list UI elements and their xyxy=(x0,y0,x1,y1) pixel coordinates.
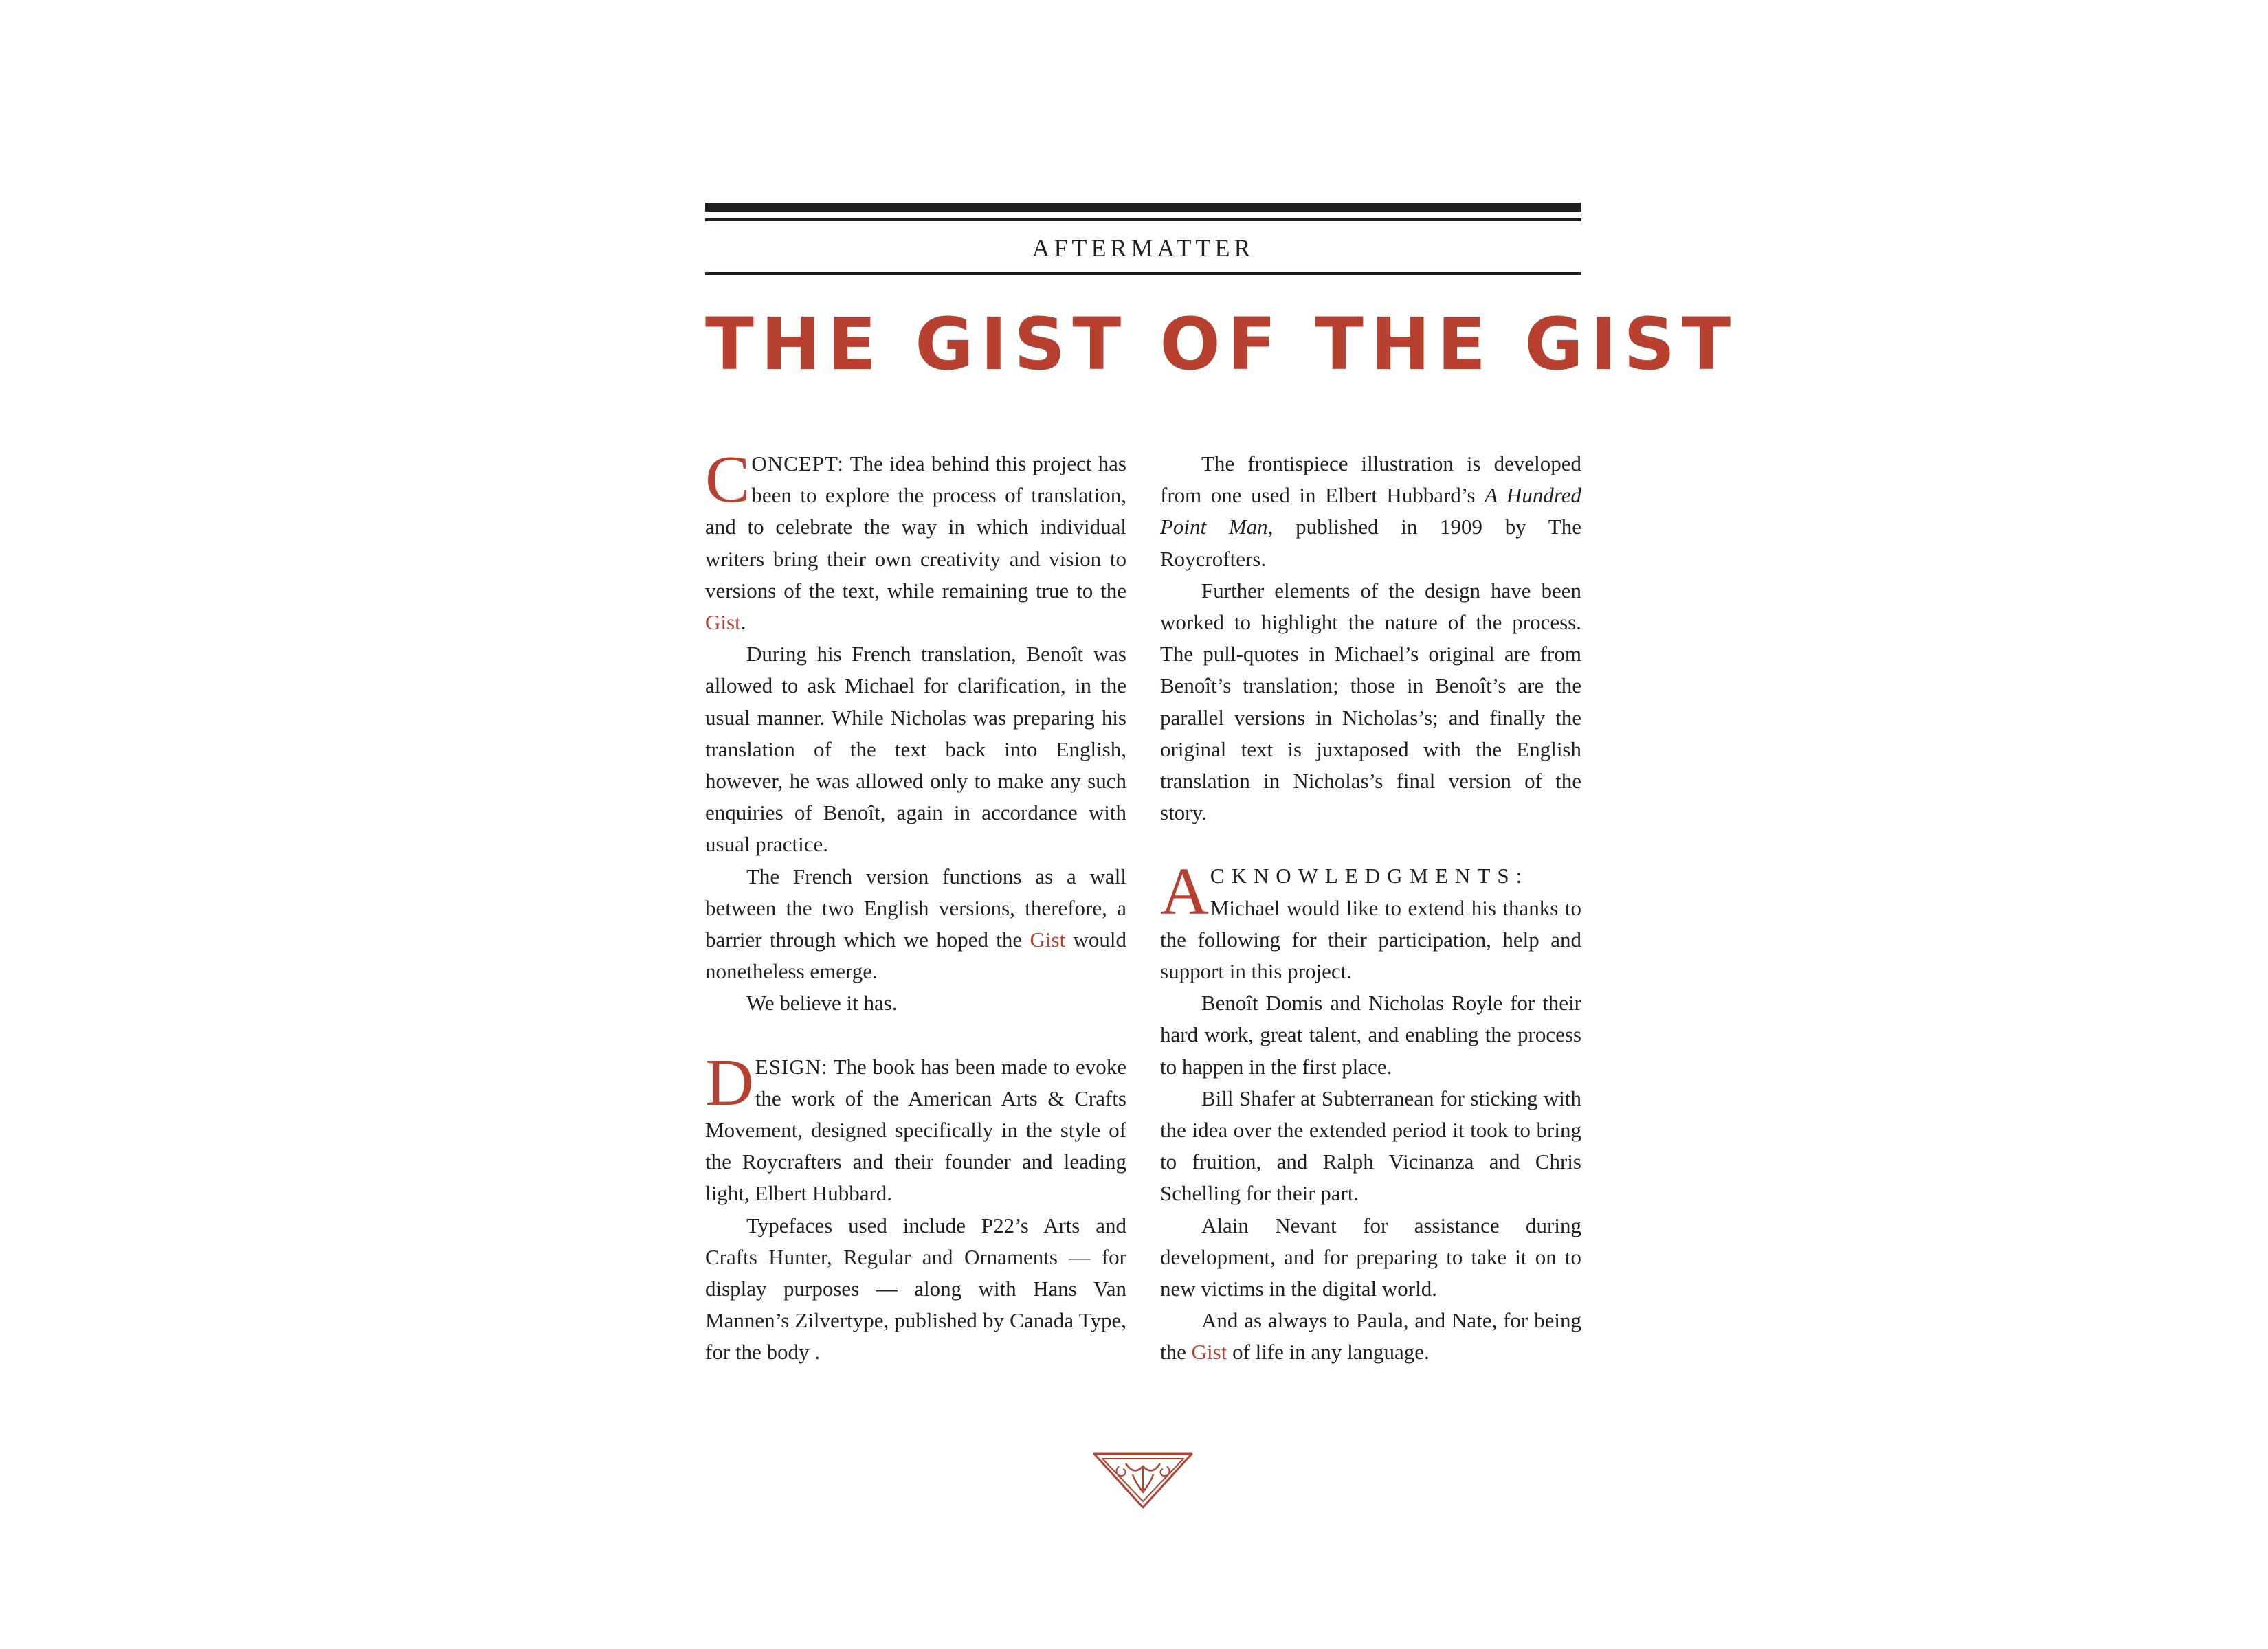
gist-word: Gist xyxy=(1030,928,1066,952)
left-column xyxy=(705,442,1127,1369)
page-content xyxy=(705,203,1738,1365)
design-heading: ESIGN: xyxy=(755,1054,828,1079)
nevant-paragraph: Alain Nevant for assistance during development, and for preparing to take it on to new victims in the digital world. xyxy=(1160,1213,1581,1301)
drop-cap-c: C xyxy=(705,442,751,517)
concept-text: The idea behind this project has been to explore the process of translation, and to celebrate the way in which individual writers bring their own creativity and vision to versions of the text, while remaining true to the xyxy=(705,451,1126,603)
paula-nate-end: of life in any language. xyxy=(1227,1340,1430,1365)
roycroft-triangle-ornament-icon xyxy=(1091,1451,1194,1510)
gist-word: Gist xyxy=(705,610,741,635)
design-text: The book has been made to evoke the work of the American Arts & Crafts Movement, designed specifically in the style of the Roycrafters and their founder and leading light, Elbert Hubbard. xyxy=(705,1054,1126,1206)
header-thin-rule-bottom xyxy=(705,272,1581,275)
book-title: A Hundred Point Man, xyxy=(1160,483,1581,539)
drop-cap-a: A xyxy=(1160,855,1209,930)
page-title: THE GIST OF THE GIST xyxy=(705,302,1738,386)
concept-heading: ONCEPT: xyxy=(751,451,845,475)
french-version-text: The French version functions as a wall between the two English versions, therefore, a barrier through which we hoped the xyxy=(705,864,1126,952)
paragraph-gap xyxy=(705,1020,1126,1051)
frontispiece-paragraph xyxy=(1160,448,1581,575)
french-version-end: would nonetheless emerge. xyxy=(705,928,1127,984)
acknowledgments-text: Michael would like to extend his thanks to the following for their participation, help and support in this project. xyxy=(1160,895,1581,984)
acknowledgments-heading: CKNOWLEDGMENTS: xyxy=(1210,864,1529,888)
paragraph-gap xyxy=(1160,829,1581,860)
frontispiece-end: published in 1909 by The Roycrofters. xyxy=(1160,515,1581,571)
domis-royle-paragraph: Benoît Domis and Nicholas Royle for their hard work, great talent, and enabling the process to happen in the first place. xyxy=(1160,991,1581,1079)
we-believe-paragraph: We believe it has. xyxy=(746,991,898,1016)
drop-cap-d: D xyxy=(705,1045,754,1120)
design-elements-paragraph: Further elements of the design have been worked to highlight the nature of the process. The pull-quotes in Michael’s original are from Benoît’s translation; those in Benoît’s are the parallel versions in Nicholas’s; and finally the original text is juxtaposed with the English translation in Nicholas’s final version of the story. xyxy=(1160,578,1581,825)
gist-word: Gist xyxy=(1191,1340,1227,1365)
concept-paragraph xyxy=(705,442,1126,638)
frontispiece-text: The frontispiece illustration is developed from one used in Elbert Hubbard’s xyxy=(1160,451,1581,508)
right-column xyxy=(1160,448,1581,1369)
paula-nate-paragraph xyxy=(1160,1305,1581,1368)
shafer-paragraph: Bill Shafer at Subterranean for sticking with the idea over the extended period it took to bring to fruition, and Ralph Vicinanza and Chris Schelling for their part. xyxy=(1160,1086,1581,1206)
header-thick-rule xyxy=(705,203,1581,212)
paula-nate-text: And as always to Paula, and Nate, for being the xyxy=(1160,1308,1581,1365)
design-paragraph xyxy=(705,1045,1126,1210)
french-version-paragraph xyxy=(705,861,1126,988)
concept-end: . xyxy=(740,610,746,635)
typefaces-paragraph: Typefaces used include P22’s Arts and Crafts Hunter, Regular and Ornaments — for display purposes — along with Hans Van Mannen’s Zilvertype, published by Canada Type, for the body . xyxy=(705,1213,1126,1365)
acknowledgments-paragraph xyxy=(1160,855,1581,987)
section-label: AFTERMATTER xyxy=(1032,234,1255,262)
benoit-paragraph: During his French translation, Benoît was allowed to ask Michael for clarification, in the usual manner. While Nicholas was preparing his translation of the text back into English, however, he was allowed only to make any such enquiries of Benoît, again in accordance with usual practice. xyxy=(705,642,1126,857)
